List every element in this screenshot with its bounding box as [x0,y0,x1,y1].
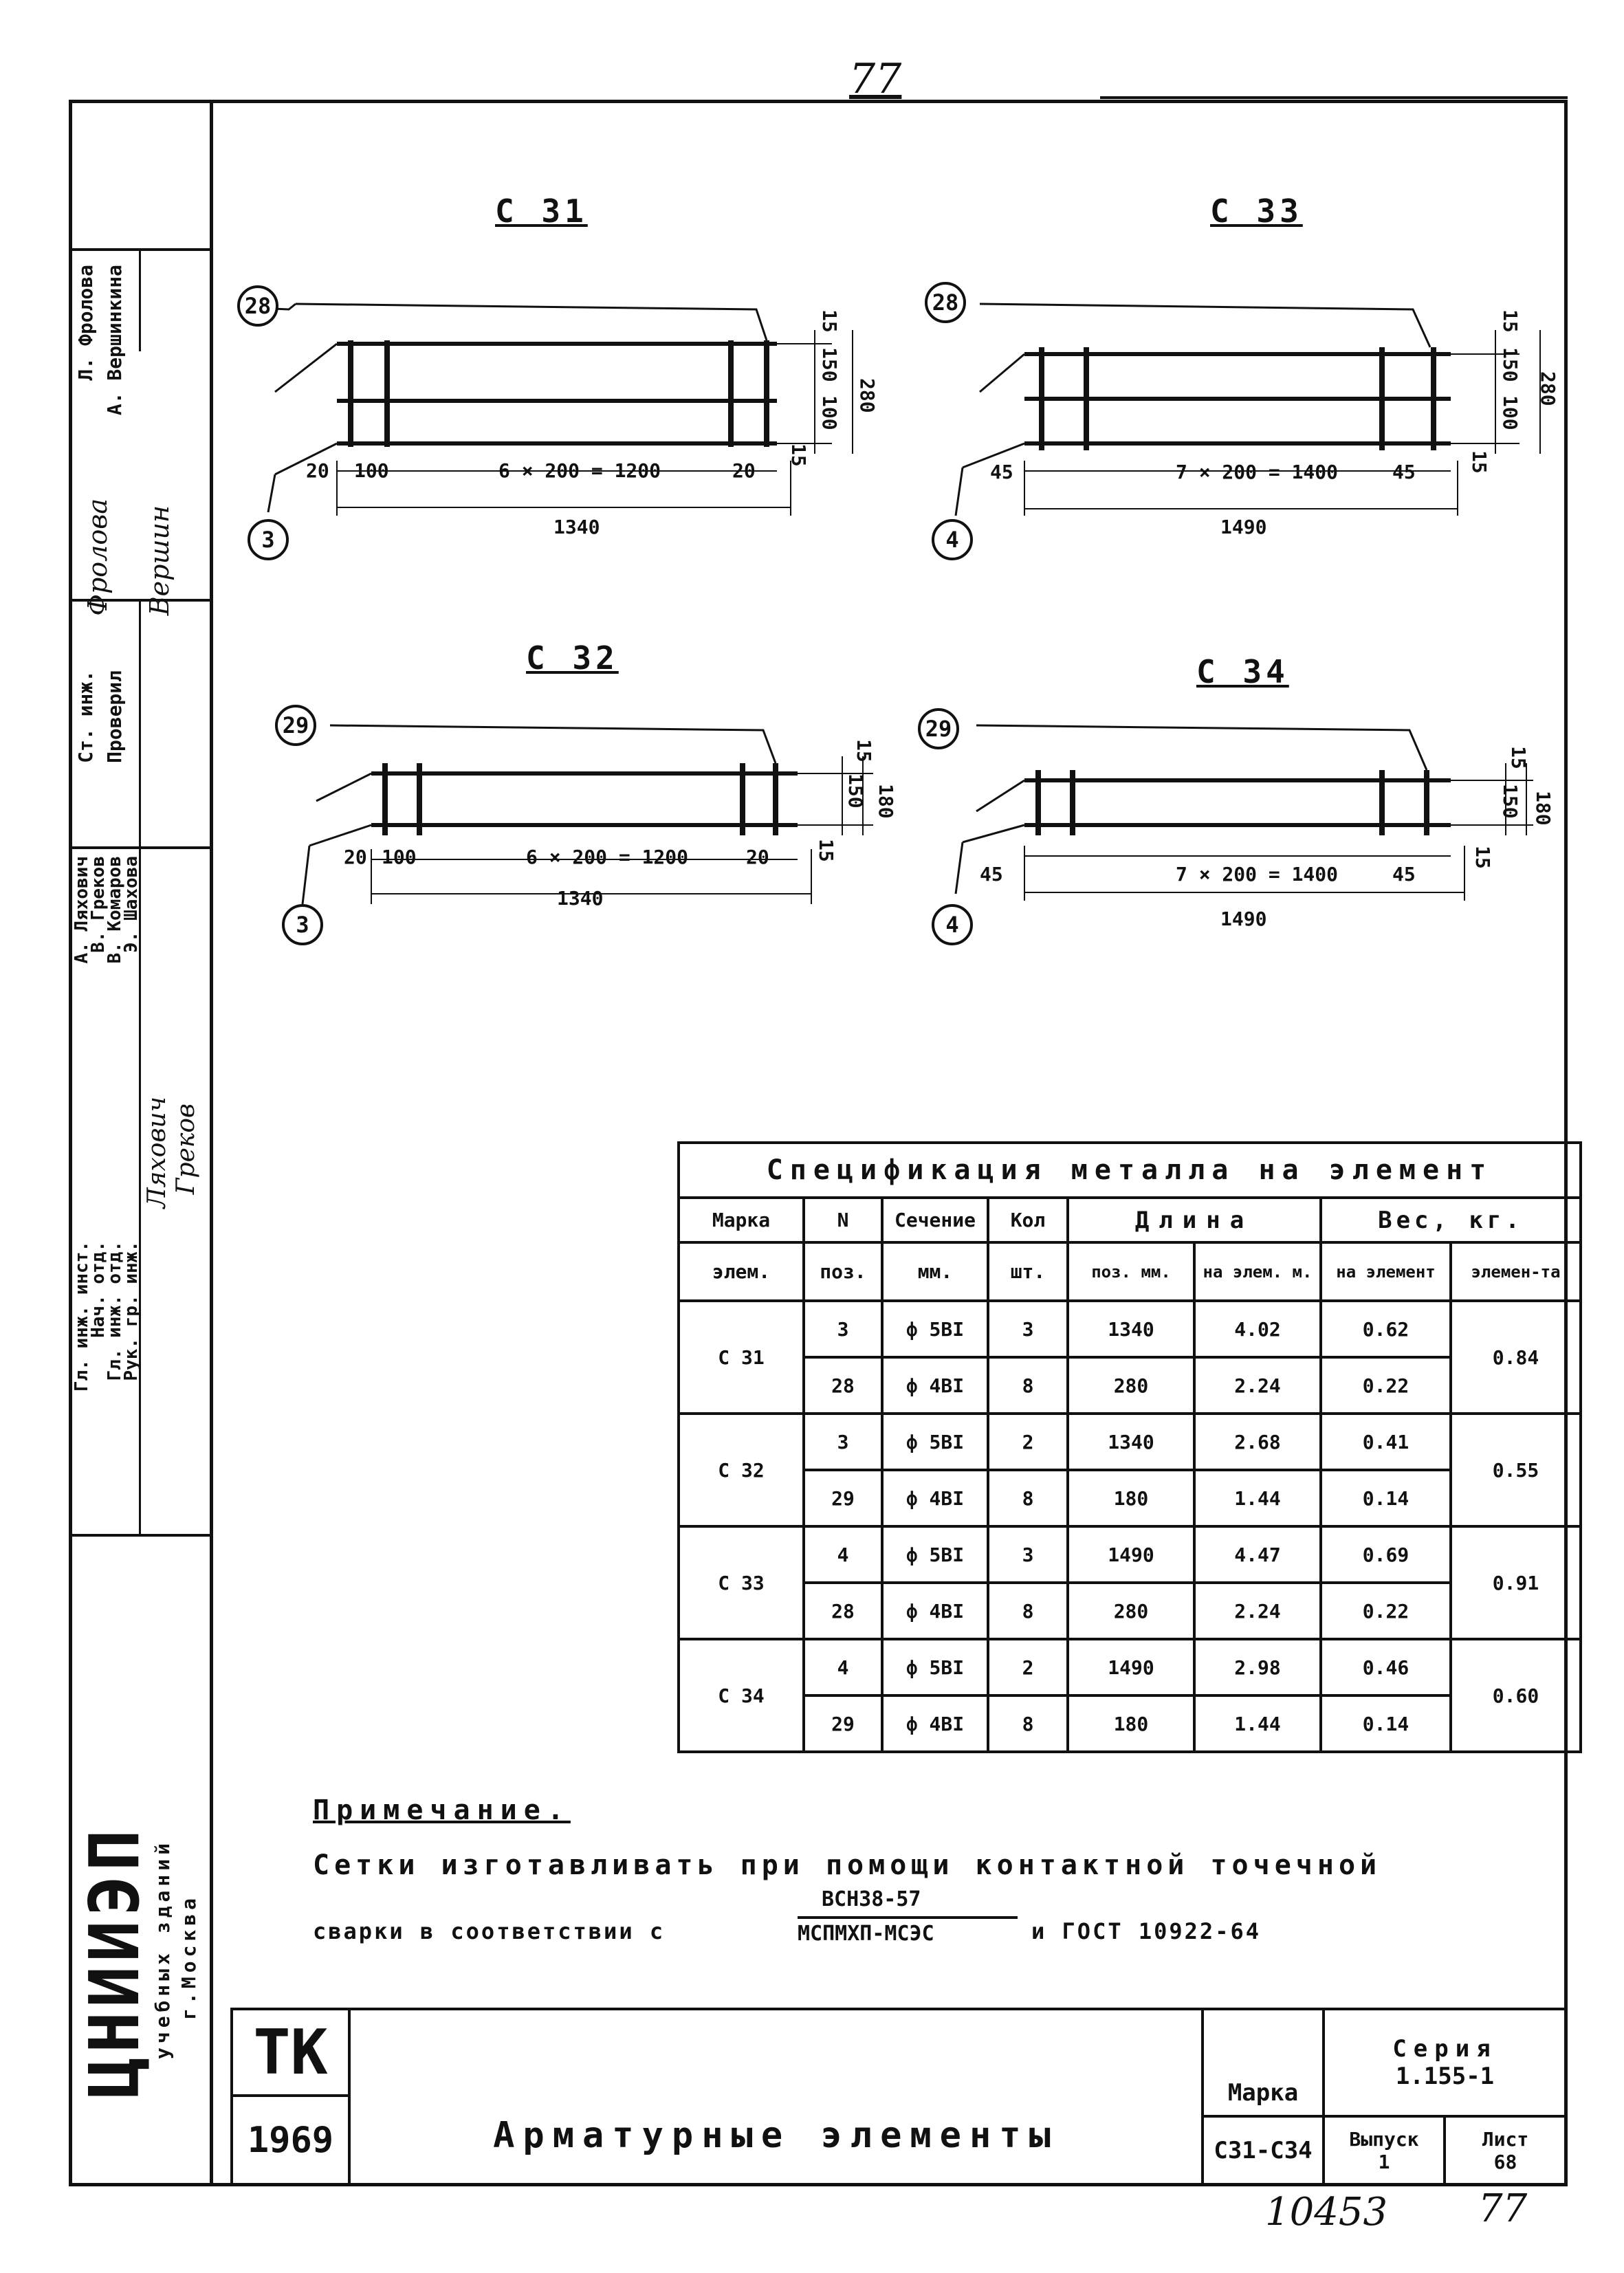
position-marker: 29 [275,705,316,746]
header-section-sub: мм. [882,1242,988,1301]
dimension-label: 45 [1392,461,1416,483]
cell-len-el: 2.24 [1194,1357,1321,1414]
dimension-label: 150 [818,347,841,382]
cell-len: 1490 [1068,1526,1194,1583]
cell-w: 0.41 [1321,1414,1451,1470]
note-heading: Примечание. [313,1794,571,1826]
cell-pos: 29 [804,1470,882,1526]
stamp-role: Проверил [103,670,126,763]
stamp-signature: Греков [172,1103,200,1195]
cell-section: ф 4ВI [882,1695,988,1752]
dimension-label: 100 [354,459,389,482]
table-row [679,1414,1581,1470]
sheet-label: Лист [1482,2128,1529,2151]
position-marker: 4 [932,519,973,560]
stamp-cell-designers [69,251,210,616]
cell-qty: 2 [988,1414,1068,1470]
note-line-2: сварки в соответствии с [313,1918,666,1944]
dimension-label: 7 × 200 = 1400 [1176,863,1339,886]
title-block-mark-label: Марка [1201,2008,1325,2118]
dimension-label: 100 [1499,395,1522,430]
stamp-name: В. Греков [88,856,109,953]
cell-section: ф 4ВI [882,1357,988,1414]
drawing-title-c31: С 31 [495,193,588,230]
cell-w: 0.46 [1321,1639,1451,1695]
stamp-name: Э. Шахова [121,856,142,953]
stamp-role: Ст. инж. [74,670,97,763]
stamp-role: Гл. инж. инст. [72,1241,92,1392]
dimension-label: 20 [344,846,367,868]
dimension-label: 100 [382,846,417,868]
header-weight: Вес, кг. [1321,1198,1581,1242]
cell-len-el: 2.24 [1194,1583,1321,1639]
dimension-total: 280 [856,378,879,413]
cell-section: ф 4ВI [882,1583,988,1639]
dimension-label: 45 [990,461,1013,483]
title-block-series [1322,2008,1568,2118]
cell-qty: 2 [988,1639,1068,1695]
title-block [213,2008,1568,2186]
table-title: Спецификация металла на элемент [679,1143,1581,1198]
cell-pos: 3 [804,1301,882,1357]
table-row [679,1695,1581,1752]
dimension-label: 45 [1392,863,1416,886]
drawing-title-c34: С 34 [1196,653,1289,690]
stamp-cell-organization [69,1537,210,2186]
cell-len: 1340 [1068,1301,1194,1357]
note-line-2-end: и ГОСТ 10922-64 [1031,1918,1261,1944]
stamp-cell-checker [69,602,210,849]
stamp-divider [139,251,141,351]
dimension-total: 1490 [1220,908,1267,930]
dimension-label: 15 [853,739,875,762]
stamp-column [69,100,213,2186]
cell-pos: 3 [804,1414,882,1470]
issue-label: Выпуск [1349,2128,1419,2151]
note-line-1: Сетки изготавливать при помощи контактной точечной [313,1849,1382,1881]
cell-pos: 4 [804,1639,882,1695]
cell-len: 180 [1068,1695,1194,1752]
stamp-org-name: ЦНИИЭП [74,1825,155,2099]
cell-mark: С 32 [679,1414,804,1526]
cell-len-el: 4.02 [1194,1301,1321,1357]
dimension-label: 150 [844,773,867,809]
cell-total: 0.91 [1451,1526,1581,1639]
drawing-c31 [258,304,853,516]
dimension-label: 15 [1499,309,1522,333]
cell-len-el: 1.44 [1194,1470,1321,1526]
cell-qty: 8 [988,1583,1068,1639]
dimension-total: 280 [1537,371,1559,406]
title-block-name: Арматурные элементы [348,2008,1204,2186]
header-pos: N [804,1198,882,1242]
cell-len: 1340 [1068,1414,1194,1470]
cell-len: 280 [1068,1583,1194,1639]
dimension-total: 1340 [557,887,604,910]
title-block-sheet [1443,2115,1568,2186]
page-number-top: 77 [849,55,902,103]
header-len-pos: поз. мм. [1068,1242,1194,1301]
stamp-role: Гл. инж. отд. [105,1241,125,1381]
cell-len-el: 4.47 [1194,1526,1321,1583]
drawing-title-c32: С 32 [526,639,619,677]
table-row [679,1357,1581,1414]
series-label: Серия [1392,2035,1497,2063]
dimension-label: 20 [746,846,769,868]
cell-mark: С 33 [679,1526,804,1639]
drawing-title-c33: С 33 [1210,193,1303,230]
series-value: 1.155-1 [1395,2063,1495,2090]
dimension-label: 100 [818,395,841,430]
cell-qty: 3 [988,1301,1068,1357]
table-row [679,1301,1581,1357]
note-fraction-bar [798,1916,1018,1919]
title-block-mark-value: С31-С34 [1201,2115,1325,2186]
dimension-label: 15 [1471,846,1494,869]
cell-len-el: 1.44 [1194,1695,1321,1752]
cell-w: 0.14 [1321,1695,1451,1752]
cell-pos: 28 [804,1583,882,1639]
cell-len-el: 2.68 [1194,1414,1321,1470]
position-marker: 28 [237,285,278,327]
cell-w: 0.22 [1321,1583,1451,1639]
stamp-org-subtitle: учебных зданий [151,1839,174,2060]
cell-w: 0.69 [1321,1526,1451,1583]
header-w-total: элемен-та [1451,1242,1581,1301]
title-block-issue [1322,2115,1446,2186]
cell-section: ф 4ВI [882,1470,988,1526]
cell-w: 0.62 [1321,1301,1451,1357]
stamp-name: А. Вершинкина [103,265,126,416]
stamp-name: В. Комаров [105,856,125,964]
stamp-name: А. Ляхович [72,856,92,964]
dimension-label: 6 × 200 = 1200 [498,459,661,482]
cell-len-el: 2.98 [1194,1639,1321,1695]
header-pos-sub: поз. [804,1242,882,1301]
dimension-label: 6 × 200 = 1200 [526,846,689,868]
cell-section: ф 5ВI [882,1301,988,1357]
cell-qty: 8 [988,1357,1068,1414]
cell-qty: 8 [988,1695,1068,1752]
stamp-signature: Фролова [83,498,113,616]
dimension-label: 15 [1507,746,1530,769]
cell-pos: 29 [804,1695,882,1752]
stamp-role: Нач. отд. [88,1241,109,1338]
cell-total: 0.55 [1451,1414,1581,1526]
dimension-label: 15 [815,839,837,862]
drawing-c32 [303,725,873,904]
position-marker: 28 [925,282,966,323]
header-length: Длина [1068,1198,1321,1242]
cell-section: ф 5ВI [882,1526,988,1583]
dimension-label: 7 × 200 = 1400 [1176,461,1339,483]
position-marker: 3 [248,519,289,560]
reinforcement-drawings [213,103,1561,969]
inventory-number: 10453 [1265,2190,1388,2234]
cell-len: 180 [1068,1470,1194,1526]
issue-value: 1 [1378,2151,1390,2173]
cell-len: 1490 [1068,1639,1194,1695]
page-number-bottom: 77 [1478,2186,1528,2231]
sheet-value: 68 [1493,2151,1517,2173]
drawing-c33 [956,304,1540,516]
header-w-el: на элемент [1321,1242,1451,1301]
table-row [679,1583,1581,1639]
position-marker: 4 [932,904,973,945]
dimension-label: 15 [787,443,810,467]
cell-mark: С 34 [679,1639,804,1752]
stamp-name: Л. Фролова [74,265,97,381]
table-row [679,1639,1581,1695]
dimension-total: 1490 [1220,516,1267,538]
header-qty-sub: шт. [988,1242,1068,1301]
position-marker: 3 [282,904,323,945]
dimension-total: 1340 [553,516,600,538]
stamp-org-city: г.Москва [177,1894,200,2020]
table-row [679,1470,1581,1526]
cell-total: 0.84 [1451,1301,1581,1414]
header-mark: Марка [679,1198,804,1242]
cell-qty: 8 [988,1470,1068,1526]
cell-total: 0.60 [1451,1639,1581,1752]
header-section: Сечение [882,1198,988,1242]
dimension-label: 15 [818,309,841,333]
dimension-total: 180 [1532,791,1555,826]
cell-w: 0.22 [1321,1357,1451,1414]
stamp-cell-blank [69,100,210,251]
title-block-code: ТК [230,2008,351,2097]
dimension-label: 150 [1499,784,1522,819]
cell-w: 0.14 [1321,1470,1451,1526]
cell-mark: С 31 [679,1301,804,1414]
dimension-label: 20 [306,459,329,482]
dimension-label: 150 [1499,347,1522,382]
header-qty: Кол [988,1198,1068,1242]
header-mark-sub: элем. [679,1242,804,1301]
cell-qty: 3 [988,1526,1068,1583]
dimension-total: 180 [875,784,897,819]
specification-table [677,1141,1582,1753]
stamp-cell-approvers [69,849,210,1537]
stamp-signature: Вершин [144,505,175,616]
cell-section: ф 5ВI [882,1414,988,1470]
note-fraction-bottom: МСПМХП-МСЭС [798,1922,934,1946]
note-fraction-top: ВСН38-57 [822,1887,921,1911]
stamp-divider [139,602,141,846]
stamp-signature: Ляхович [143,1097,171,1209]
dimension-label: 15 [1468,450,1491,474]
header-len-el: на элем. м. [1194,1242,1321,1301]
stamp-role: Рук. гр. инж. [121,1241,142,1381]
position-marker: 29 [918,708,959,749]
cell-pos: 4 [804,1526,882,1583]
cell-pos: 28 [804,1357,882,1414]
title-block-year: 1969 [230,2094,351,2186]
dimension-label: 45 [980,863,1003,886]
top-border-line-right [1100,96,1568,99]
cell-len: 280 [1068,1357,1194,1414]
cell-section: ф 5ВI [882,1639,988,1695]
table-row [679,1526,1581,1583]
dimension-label: 20 [732,459,756,482]
